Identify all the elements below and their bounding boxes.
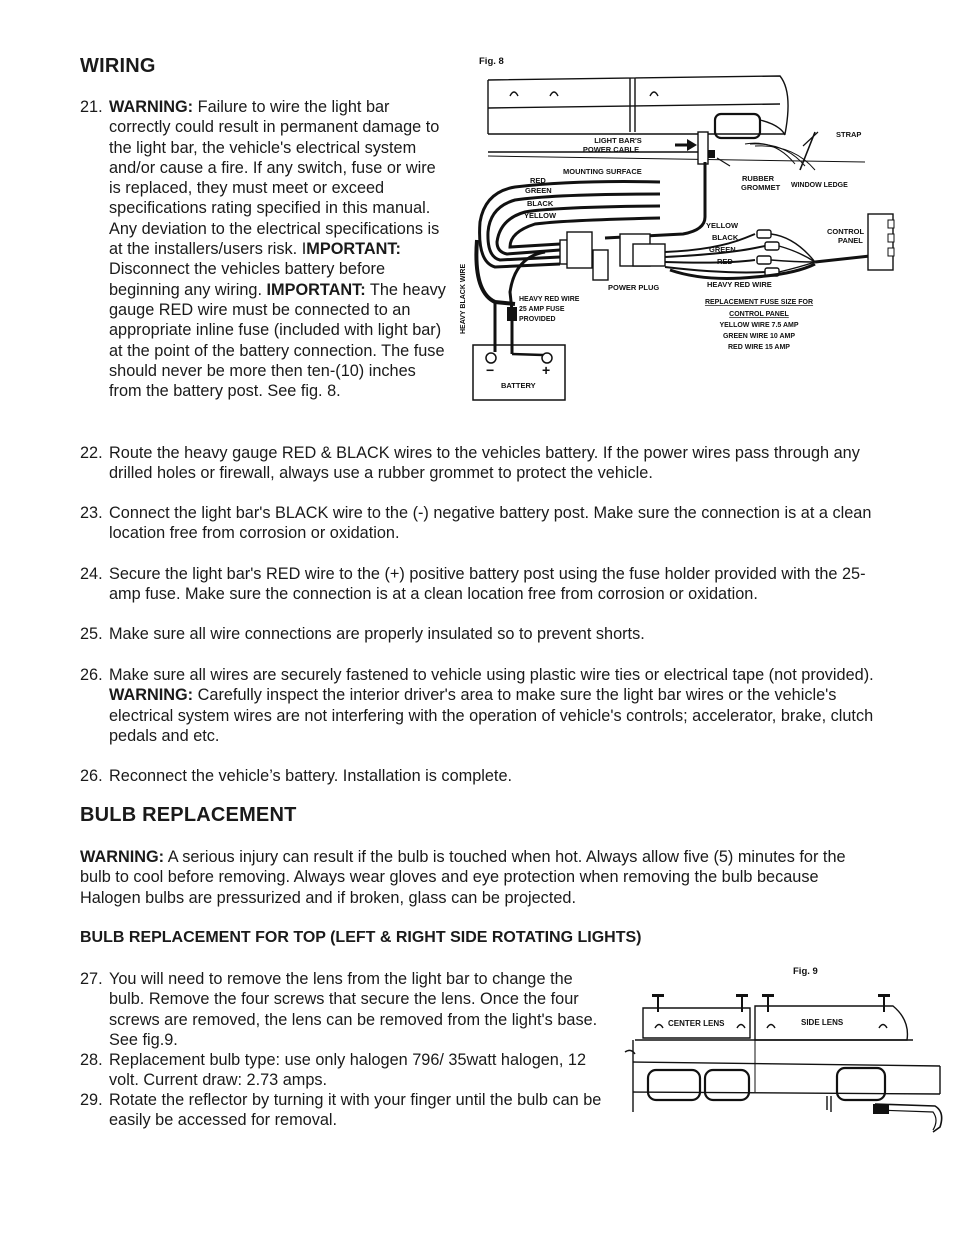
important-text-2: The heavy gauge RED wire must be connected to an appropriate inline fuse (included with light bar) at the point of the battery connection. The fuse should never be more then ten-(10) inches from the battery post. See fig. 8. [109, 280, 446, 401]
fig9-caption: Fig. 9 [793, 966, 818, 977]
side-lens-label: SIDE LENS [801, 1018, 844, 1027]
mounting-surface-label: MOUNTING SURFACE [563, 167, 642, 176]
warning-text: A serious injury can result if the bulb is touched when hot. Always allow five (5) minutes for the bulb to cool before removing. Always wear gloves and eye protection when removing the bulb because Halogen bulbs are pressurized and if broken, glass can be projected. [80, 848, 846, 907]
bulb-replacement-heading: BULB REPLACEMENT [80, 804, 297, 826]
warning-text: Carefully inspect the interior driver's area to make sure the light bar wires or the vehicle's electrical system wires are not interfering with the operation of vehicle's controls; accelerator, brake, clutch pedals and etc. [109, 686, 874, 745]
item-number: 29. [80, 1091, 103, 1109]
bulb-item-29 [80, 1090, 610, 1131]
wire-yellow-label: YELLOW [524, 211, 557, 220]
item-text: You will need to remove the lens from the light bar to change the bulb. Remove the four screws that secure the lens. Once the four screws are removed, the lens can be removed from the light's base. See fig.9. [109, 970, 598, 1049]
window-ledge-label: WINDOW LEDGE [791, 182, 848, 189]
wire-red-label: RED [530, 176, 546, 185]
wiring-item-26b [80, 766, 880, 786]
cp-green-label: GREEN [709, 245, 736, 254]
item-number: 22. [80, 444, 103, 462]
cp-black-label: BLACK [712, 233, 739, 242]
wiring-item-25 [80, 624, 880, 644]
heavy-red-fuse-label-3: PROVIDED [519, 316, 556, 323]
power-cable-label-2: POWER CABLE [582, 145, 640, 154]
item-number: 28. [80, 1051, 103, 1069]
item-number: 21. [80, 98, 103, 116]
inline-fuse [507, 307, 517, 321]
item-number: 27. [80, 970, 103, 988]
wire-black-label: BLACK [527, 199, 554, 208]
warning-label: WARNING: [109, 98, 194, 116]
heavy-red-fuse-label-1: HEAVY RED WIRE [519, 296, 580, 303]
wiring-item-26 [80, 665, 880, 746]
wiring-item-23 [80, 503, 880, 544]
figure-8-wiring-diagram [455, 52, 895, 412]
item-number: 24. [80, 565, 103, 583]
figure-9-lens-diagram [615, 962, 945, 1142]
battery-negative-sign: − [486, 362, 495, 378]
important-label-2: IMPORTANT: [266, 280, 366, 299]
important-prefix: I [301, 240, 307, 259]
grommet-vertical [698, 132, 708, 164]
item-text: Make sure all wire connections are properly insulated so to prevent shorts. [109, 625, 645, 643]
cp-red-label: RED [717, 257, 733, 266]
grommet-label: GROMMET [741, 183, 781, 192]
panel-label: PANEL [838, 236, 863, 245]
rubber-label: RUBBER [742, 174, 775, 183]
bulb-item-27 [80, 969, 610, 1050]
bulb-subheading: BULB REPLACEMENT FOR TOP (LEFT & RIGHT SIDE ROTATING LIGHTS) [80, 929, 642, 946]
cp-yellow-label: YELLOW [706, 221, 739, 230]
center-lens-label: CENTER LENS [668, 1019, 725, 1028]
lamp-housing-3 [837, 1068, 885, 1100]
item-text: Rotate the reflector by turning it with your finger until the bulb can be easily be accessed for removal. [109, 1091, 602, 1130]
wiring-item-21 [80, 97, 450, 401]
item-number: 25. [80, 625, 103, 643]
fuse-red-row: RED WIRE 15 AMP [728, 344, 790, 351]
heavy-black-wire-label: HEAVY BLACK WIRE [460, 263, 467, 334]
fuse-table-title-2: CONTROL PANEL [729, 311, 789, 318]
heavy-red-fuse-label-2: 25 AMP FUSE [519, 306, 565, 313]
heavy-red-wire-label: HEAVY RED WIRE [707, 280, 772, 289]
item-number: 23. [80, 504, 103, 522]
item-text: Secure the light bar's RED wire to the (+) positive battery post using the fuse holder provided with the 25-amp fuse. Make sure the connection is at a clean location free from corrosion or oxidation. [109, 565, 866, 604]
wiring-heading: WIRING [80, 55, 156, 77]
bracket [873, 1104, 889, 1114]
wiring-item-24 [80, 564, 880, 605]
fig8-caption: Fig. 8 [479, 56, 504, 67]
warning-text: Failure to wire the light bar correctly could result in permanent damage to the light bar, the vehicle's electrical system and/or cause a fire. If any switch, fuse or wire is replaced, they must meet or exceed specifications rating specified in this manual. Any deviation to the electrical specifications is at the installers/users risk. [109, 98, 440, 259]
item-text: Route the heavy gauge RED & BLACK wires to the vehicles battery. If the power wires pass through any drilled holes or firewall, always use a rubber grommet to protect the vehicle. [109, 444, 860, 483]
bulb-item-28 [80, 1050, 610, 1091]
fuse-yellow-row: YELLOW WIRE 7.5 AMP [719, 322, 799, 329]
item-text: Reconnect the vehicle’s battery. Installation is complete. [109, 767, 513, 785]
warning-label: WARNING: [80, 848, 165, 866]
item-text: Replacement bulb type: use only halogen 796/ 35watt halogen, 12 volt. Current draw: 2.73 amps. [109, 1051, 587, 1090]
power-plug-label: POWER PLUG [608, 283, 660, 292]
item-number: 26. [80, 767, 103, 785]
wiring-item-22 [80, 443, 880, 484]
strap-label: STRAP [836, 130, 862, 139]
lamp-housing-1 [648, 1070, 700, 1100]
warning-label: WARNING: [109, 686, 194, 705]
fuse-green-row: GREEN WIRE 10 AMP [722, 333, 796, 340]
control-label: CONTROL [827, 227, 865, 236]
item-text: Connect the light bar's BLACK wire to the (-) negative battery post. Make sure the connection is at a clean location free from corrosion or oxidation. [109, 504, 872, 543]
lamp-housing-2 [705, 1070, 749, 1100]
item-text: Make sure all wires are securely fastened to vehicle using plastic wire ties or electrical tape (not provided). [109, 666, 874, 684]
wire-green-label: GREEN [525, 186, 552, 195]
fuse-table-title-1: REPLACEMENT FUSE SIZE FOR [704, 299, 814, 306]
power-cable-label: LIGHT BAR'S [594, 136, 642, 145]
important-text: Disconnect the vehicles battery before beginning any wiring. [109, 260, 386, 299]
bulb-warning [80, 847, 880, 908]
important-label: MPORTANT: [306, 240, 401, 259]
battery-label: BATTERY [501, 381, 536, 390]
item-number: 26. [80, 666, 103, 684]
battery-positive-sign: + [542, 362, 551, 378]
